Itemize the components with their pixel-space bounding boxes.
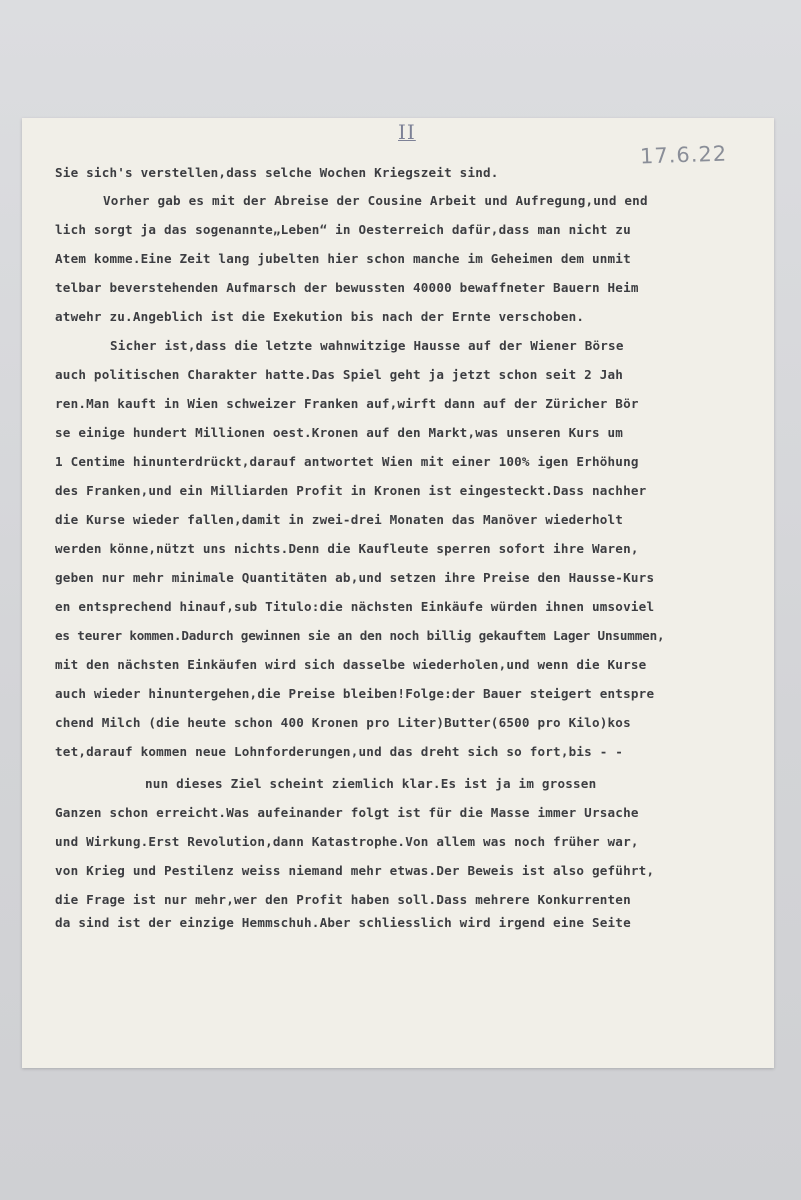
text-line: se einige hundert Millionen oest.Kronen auf den Markt,was unseren Kurs um — [55, 425, 624, 440]
text-line: telbar beverstehenden Aufmarsch der bewussten 40000 bewaffneter Bauern Heim — [55, 280, 639, 295]
text-line: da sind ist der einzige Hemmschuh.Aber schliesslich wird irgend eine Seite — [55, 915, 631, 930]
text-line: Sie sich's verstellen,dass selche Wochen Kriegszeit sind. — [55, 165, 499, 180]
text-line: des Franken,und ein Milliarden Profit in Kronen ist eingesteckt.Dass nachher — [55, 483, 647, 498]
text-line: Ganzen schon erreicht.Was aufeinander folgt ist für die Masse immer Ursache — [55, 805, 639, 820]
text-line: atwehr zu.Angeblich ist die Exekution bis nach der Ernte verschoben. — [55, 309, 585, 324]
text-line: Sicher ist,dass die letzte wahnwitzige Hausse auf der Wiener Börse — [110, 338, 624, 353]
text-line: lich sorgt ja das sogenannte„Leben“ in Oesterreich dafür,dass man nicht zu — [55, 222, 631, 237]
text-line: auch politischen Charakter hatte.Das Spiel geht ja jetzt schon seit 2 Jah — [55, 367, 624, 382]
text-line: auch wieder hinuntergehen,die Preise bleiben!Folge:der Bauer steigert entspre — [55, 686, 655, 701]
text-line: en entsprechend hinauf,sub Titulo:die nächsten Einkäufe würden ihnen umsoviel — [55, 599, 655, 614]
text-line: werden könne,nützt uns nichts.Denn die Kaufleute sperren sofort ihre Waren, — [55, 541, 639, 556]
text-line: tet,darauf kommen neue Lohnforderungen,und das dreht sich so fort,bis - - — [55, 744, 624, 759]
text-line: und Wirkung.Erst Revolution,dann Katastrophe.Von allem was noch früher war, — [55, 834, 639, 849]
handwritten-date: 17.6.22 — [639, 141, 728, 169]
text-line: mit den nächsten Einkäufen wird sich dasselbe wiederholen,und wenn die Kurse — [55, 657, 647, 672]
text-line: die Frage ist nur mehr,wer den Profit haben soll.Dass mehrere Konkurrenten — [55, 892, 631, 907]
text-line: Atem komme.Eine Zeit lang jubelten hier schon manche im Geheimen dem unmit — [55, 251, 631, 266]
text-line: von Krieg und Pestilenz weiss niemand mehr etwas.Der Beweis ist also geführt, — [55, 863, 655, 878]
text-line: es teurer kommen.Dadurch gewinnen sie an den noch billig gekauftem Lager Unsummen, — [55, 628, 665, 643]
text-line: die Kurse wieder fallen,damit in zwei-drei Monaten das Manöver wiederholt — [55, 512, 624, 527]
text-line: nun dieses Ziel scheint ziemlich klar.Es ist ja im grossen — [145, 776, 597, 791]
text-line: ren.Man kauft in Wien schweizer Franken auf,wirft dann auf der Züricher Bör — [55, 396, 639, 411]
text-line: geben nur mehr minimale Quantitäten ab,und setzen ihre Preise den Hausse-Kurs — [55, 570, 655, 585]
text-line: chend Milch (die heute schon 400 Kronen pro Liter)Butter(6500 pro Kilo)kos — [55, 715, 631, 730]
text-line: Vorher gab es mit der Abreise der Cousine Arbeit und Aufregung,und end — [103, 193, 648, 208]
page-number-marker: II — [398, 120, 416, 144]
text-line: 1 Centime hinunterdrückt,darauf antwortet Wien mit einer 100% igen Erhöhung — [55, 454, 639, 469]
